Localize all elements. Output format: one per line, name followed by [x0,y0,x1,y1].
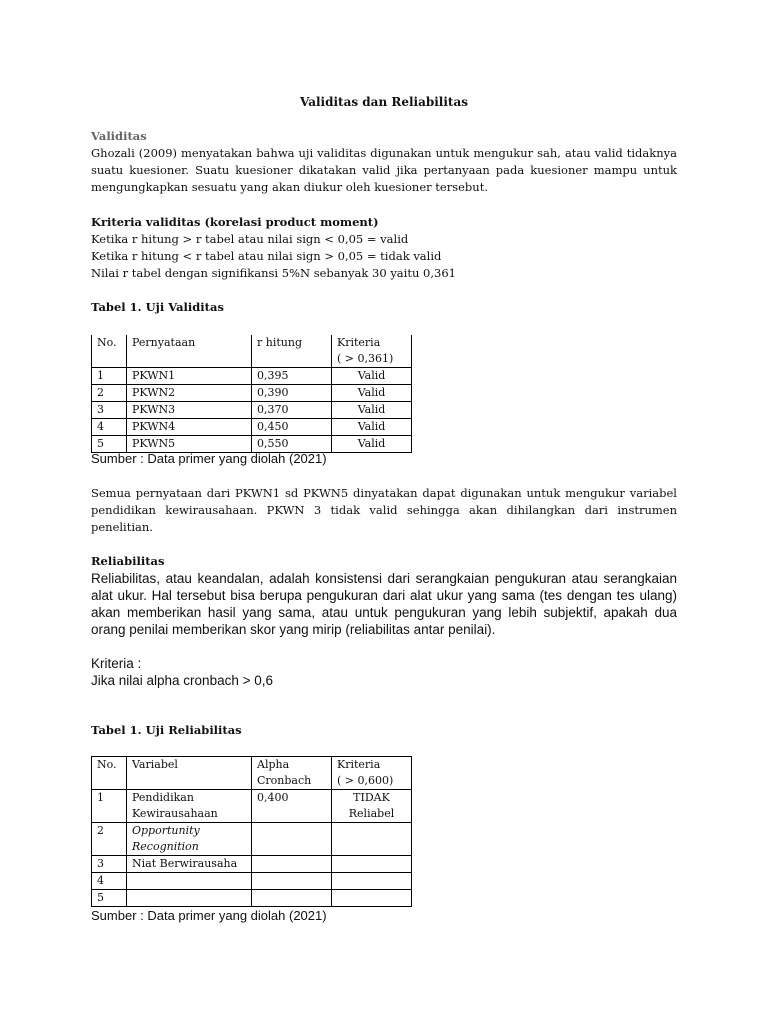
table-row [92,368,412,385]
table-cell: Valid [332,419,412,436]
table-header-cell: r hitung [252,335,332,368]
table-cell [332,823,412,856]
table-cell: PKWN4 [127,419,252,436]
table-cell: PKWN1 [127,368,252,385]
table-cell: 0,450 [252,419,332,436]
table-cell: 0,370 [252,402,332,419]
table-row [92,790,412,823]
table-cell: TIDAK Reliabel [332,790,412,823]
table-header-row [92,335,412,368]
table-cell [332,856,412,873]
summary-paragraph: Semua pernyataan dari PKWN1 sd PKWN5 dinyatakan dapat digunakan untuk mengukur variabel pendidikan kewirausahaan. PKWN 3 tidak valid sehingga akan dihilangkan dari instrumen penelitian. [91,486,677,534]
table-cell: 4 [92,873,127,890]
table2-source: Sumber : Data primer yang diolah (2021) [91,908,327,923]
table-header-cell: Pernyataan [127,335,252,368]
table-row [92,385,412,402]
table-header-cell: Kriteria ( > 0,361) [332,335,412,368]
table-cell [252,856,332,873]
kriteria-line: Nilai r tabel dengan signifikansi 5%N sebanyak 30 yaitu 0,361 [91,266,456,280]
reliability-table [91,756,412,907]
table-cell: 5 [92,890,127,907]
kriteria-value: Jika nilai alpha cronbach > 0,6 [91,673,273,688]
table-cell: 3 [92,856,127,873]
table-cell: Niat Berwirausaha [127,856,252,873]
table-row [92,856,412,873]
table-header-cell: Kriteria ( > 0,600) [332,757,412,790]
table-cell: 4 [92,419,127,436]
table-cell: Pendidikan Kewirausahaan [127,790,252,823]
kriteria-label: Kriteria : [91,656,142,671]
reliabilitas-paragraph: Reliabilitas, atau keandalan, adalah konsistensi dari serangkaian pengukuran atau serangkaian alat ukur. Hal tersebut bisa berupa pengukuran dari alat ukur yang sama (tes dengan tes ulang) akan memberikan hasil yang sama, atau untuk pengukuran yang lebih subjektif, apakah dua orang penilai memberikan skor yang mirip (reliabilitas antar penilai). [91,571,677,637]
table-cell [127,873,252,890]
table-cell: 1 [92,368,127,385]
table-row [92,823,412,856]
kriteria-line: Ketika r hitung < r tabel atau nilai sign > 0,05 = tidak valid [91,249,442,263]
table-header-cell: No. [92,335,127,368]
table-cell: Opportunity Recognition [127,823,252,856]
table-cell [252,823,332,856]
table-cell: PKWN2 [127,385,252,402]
table-row [92,890,412,907]
table2-caption: Tabel 1. Uji Reliabilitas [91,723,242,737]
table-header-cell: No. [92,757,127,790]
table-cell [252,873,332,890]
table-cell: Valid [332,368,412,385]
table-cell: Valid [332,385,412,402]
table-cell [332,873,412,890]
table-cell: Valid [332,436,412,453]
table1-caption: Tabel 1. Uji Validitas [91,300,224,314]
table1-source: Sumber : Data primer yang diolah (2021) [91,451,327,466]
kriteria-line: Ketika r hitung > r tabel atau nilai sign < 0,05 = valid [91,232,409,246]
reliabilitas-heading: Reliabilitas [91,554,165,568]
validity-table [91,335,412,453]
table-cell: 0,390 [252,385,332,402]
table-row [92,419,412,436]
table-cell: 1 [92,790,127,823]
table-cell [127,890,252,907]
table-cell: 0,550 [252,436,332,453]
page-title: Validitas dan Reliabilitas [299,95,468,109]
table-cell: PKWN5 [127,436,252,453]
table-cell: 0,400 [252,790,332,823]
table-cell [252,890,332,907]
table-cell [332,890,412,907]
table-header-row [92,757,412,790]
table-row [92,402,412,419]
kriteria-validitas-heading: Kriteria validitas (korelasi product moment) [91,215,379,229]
validitas-paragraph: Ghozali (2009) menyatakan bahwa uji validitas digunakan untuk mengukur sah, atau valid tidaknya suatu kuesioner. Suatu kuesioner dikatakan valid jika pertanyaan pada kuesioner mampu untuk mengungkapkan sesuatu yang akan diukur oleh kuesioner tersebut. [91,146,677,194]
table-cell: Valid [332,402,412,419]
table-cell: PKWN3 [127,402,252,419]
table-cell: 0,395 [252,368,332,385]
table-cell: 2 [92,823,127,856]
table-header-cell: Alpha Cronbach [252,757,332,790]
table-cell: 5 [92,436,127,453]
table-cell: 2 [92,385,127,402]
table-cell: 3 [92,402,127,419]
table-header-cell: Variabel [127,757,252,790]
table-row [92,873,412,890]
validitas-heading: Validitas [91,129,147,143]
